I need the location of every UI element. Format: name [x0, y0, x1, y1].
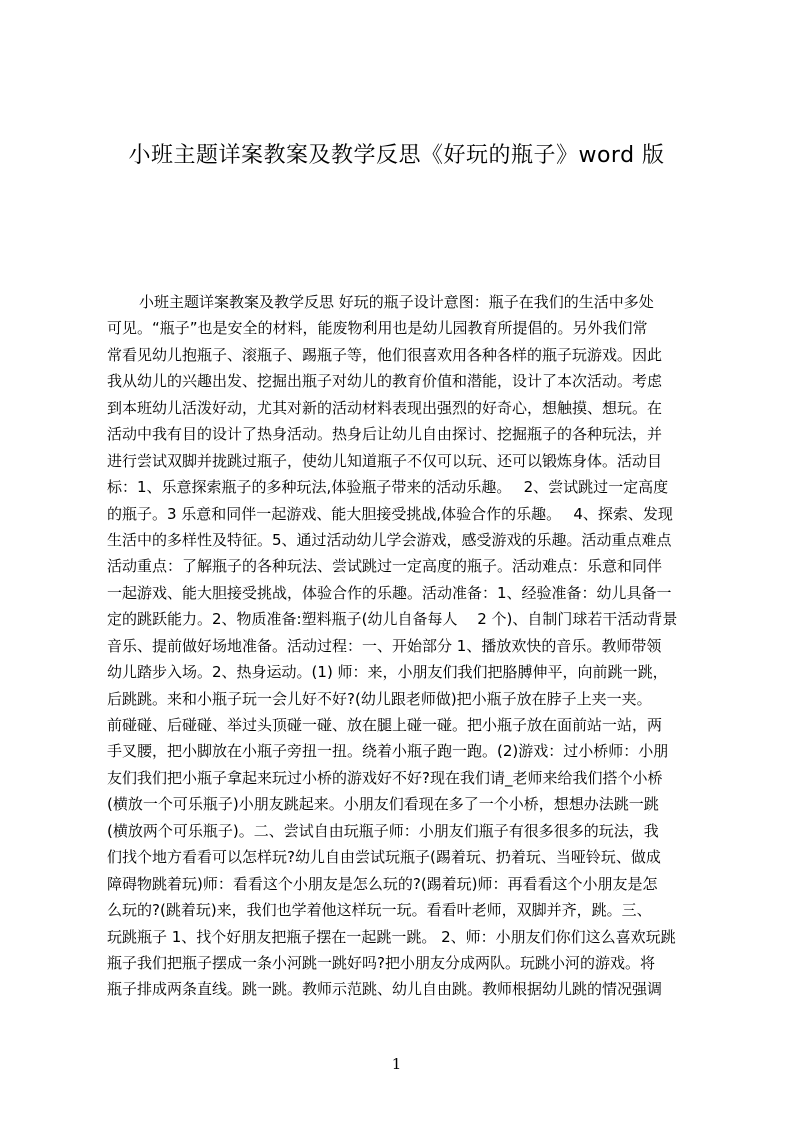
- text-line: 手叉腰，把小脚放在小瓶子旁扭一扭。绕着小瓶子跑一跑。(2)游戏：过小桥师：小朋: [107, 742, 669, 761]
- text-line: 后跳跳。来和小瓶子玩一会儿好不好?(幼儿跟老师做)把小瓶子放在脖子上夹一夹。: [107, 689, 652, 708]
- body-paragraph: [107, 289, 697, 1003]
- text-line: 么玩的?(跳着玩)来，我们也学着他这样玩一玩。看看叶老师，双脚并齐，跳。三、: [107, 901, 652, 920]
- text-line: 到本班幼儿活泼好动，尤其对新的活动材料表现出强烈的好奇心，想触摸、想玩。在: [107, 398, 663, 417]
- text-line: 标：1、乐意探索瓶子的多种玩法,体验瓶子带来的活动乐趣。 2、尝试跳过一定高度: [107, 478, 669, 497]
- text-line: 一起游戏、能大胆接受挑战，体验合作的乐趣。活动准备：1、经验准备：幼儿具备一: [107, 583, 672, 602]
- text-line: 可见。“瓶子”也是安全的材料，能废物利用也是幼儿园教育所提倡的。另外我们常: [107, 319, 648, 338]
- text-line: 幼儿踏步入场。2、热身运动。(1) 师：来，小朋友们我们把胳膊伸平，向前跳一跳，: [107, 663, 668, 682]
- text-line: 的瓶子。3 乐意和同伴一起游戏、能大胆接受挑战,体验合作的乐趣。 4、探索、发现: [107, 504, 673, 523]
- document-title: 小班主题详案教案及教学反思《好玩的瓶子》word 版: [128, 143, 665, 168]
- text-line: 们找个地方看看可以怎样玩?幼儿自由尝试玩瓶子(踢着玩、扔着玩、当哑铃玩、做成: [107, 848, 661, 867]
- text-line: 生活中的多样性及特征。5、通过活动幼儿学会游戏，感受游戏的乐趣。活动重点难点: [107, 530, 672, 549]
- text-line: (横放一个可乐瓶子)小朋友跳起来。小朋友们看现在多了一个小桥，想想办法跳一跳: [107, 795, 659, 814]
- text-line: 瓶子排成两条直线。跳一跳。教师示范跳、幼儿自由跳。教师根据幼儿跳的情况强调: [107, 980, 663, 999]
- text-line: 活动重点：了解瓶子的各种玩法、尝试跳过一定高度的瓶子。活动难点：乐意和同伴: [107, 557, 663, 576]
- text-line: 活动中我有目的设计了热身活动。热身后让幼儿自由探讨、挖掘瓶子的各种玩法，并: [107, 425, 663, 444]
- text-line: 常看见幼儿抱瓶子、滚瓶子、踢瓶子等，他们很喜欢用各种各样的瓶子玩游戏。因此: [107, 345, 663, 364]
- text-line: 玩跳瓶子 1、找个好朋友把瓶子摆在一起跳一跳。 2、师：小朋友们你们这么喜欢玩跳: [107, 927, 676, 946]
- text-line: 定的跳跃能力。2、物质准备:塑料瓶子(幼儿自备每人 2 个)、自制门球若干活动背景: [107, 610, 678, 629]
- page-number: 1: [391, 1055, 402, 1073]
- text-line: 友们我们把小瓶子拿起来玩过小桥的游戏好不好?现在我们请_老师来给我们搭个小桥: [107, 768, 663, 787]
- text-line: (横放两个可乐瓶子)。二、尝试自由玩瓶子师：小朋友们瓶子有很多很多的玩法，我: [107, 821, 659, 840]
- text-line: 我从幼儿的兴趣出发、挖掘出瓶子对幼儿的教育价值和潜能，设计了本次活动。考虑: [107, 372, 663, 391]
- text-line: 音乐、提前做好场地准备。活动过程：一、开始部分 1、播放欢快的音乐。教师带领: [107, 636, 662, 655]
- text-line: 小班主题详案教案及教学反思 好玩的瓶子设计意图：瓶子在我们的生活中多处: [139, 293, 654, 311]
- text-line: 前碰碰、后碰碰、举过头顶碰一碰、放在腿上碰一碰。把小瓶子放在面前站一站，两: [107, 716, 663, 734]
- text-line: 障碍物跳着玩)师：看看这个小朋友是怎么玩的?(踢着玩)师：再看看这个小朋友是怎: [107, 874, 658, 893]
- text-line: 进行尝试双脚并拢跳过瓶子，使幼儿知道瓶子不仅可以玩、还可以锻炼身体。活动目: [107, 451, 663, 470]
- text-line: 瓶子我们把瓶子摆成一条小河跳一跳好吗?把小朋友分成两队。玩跳小河的游戏。将: [107, 953, 655, 972]
